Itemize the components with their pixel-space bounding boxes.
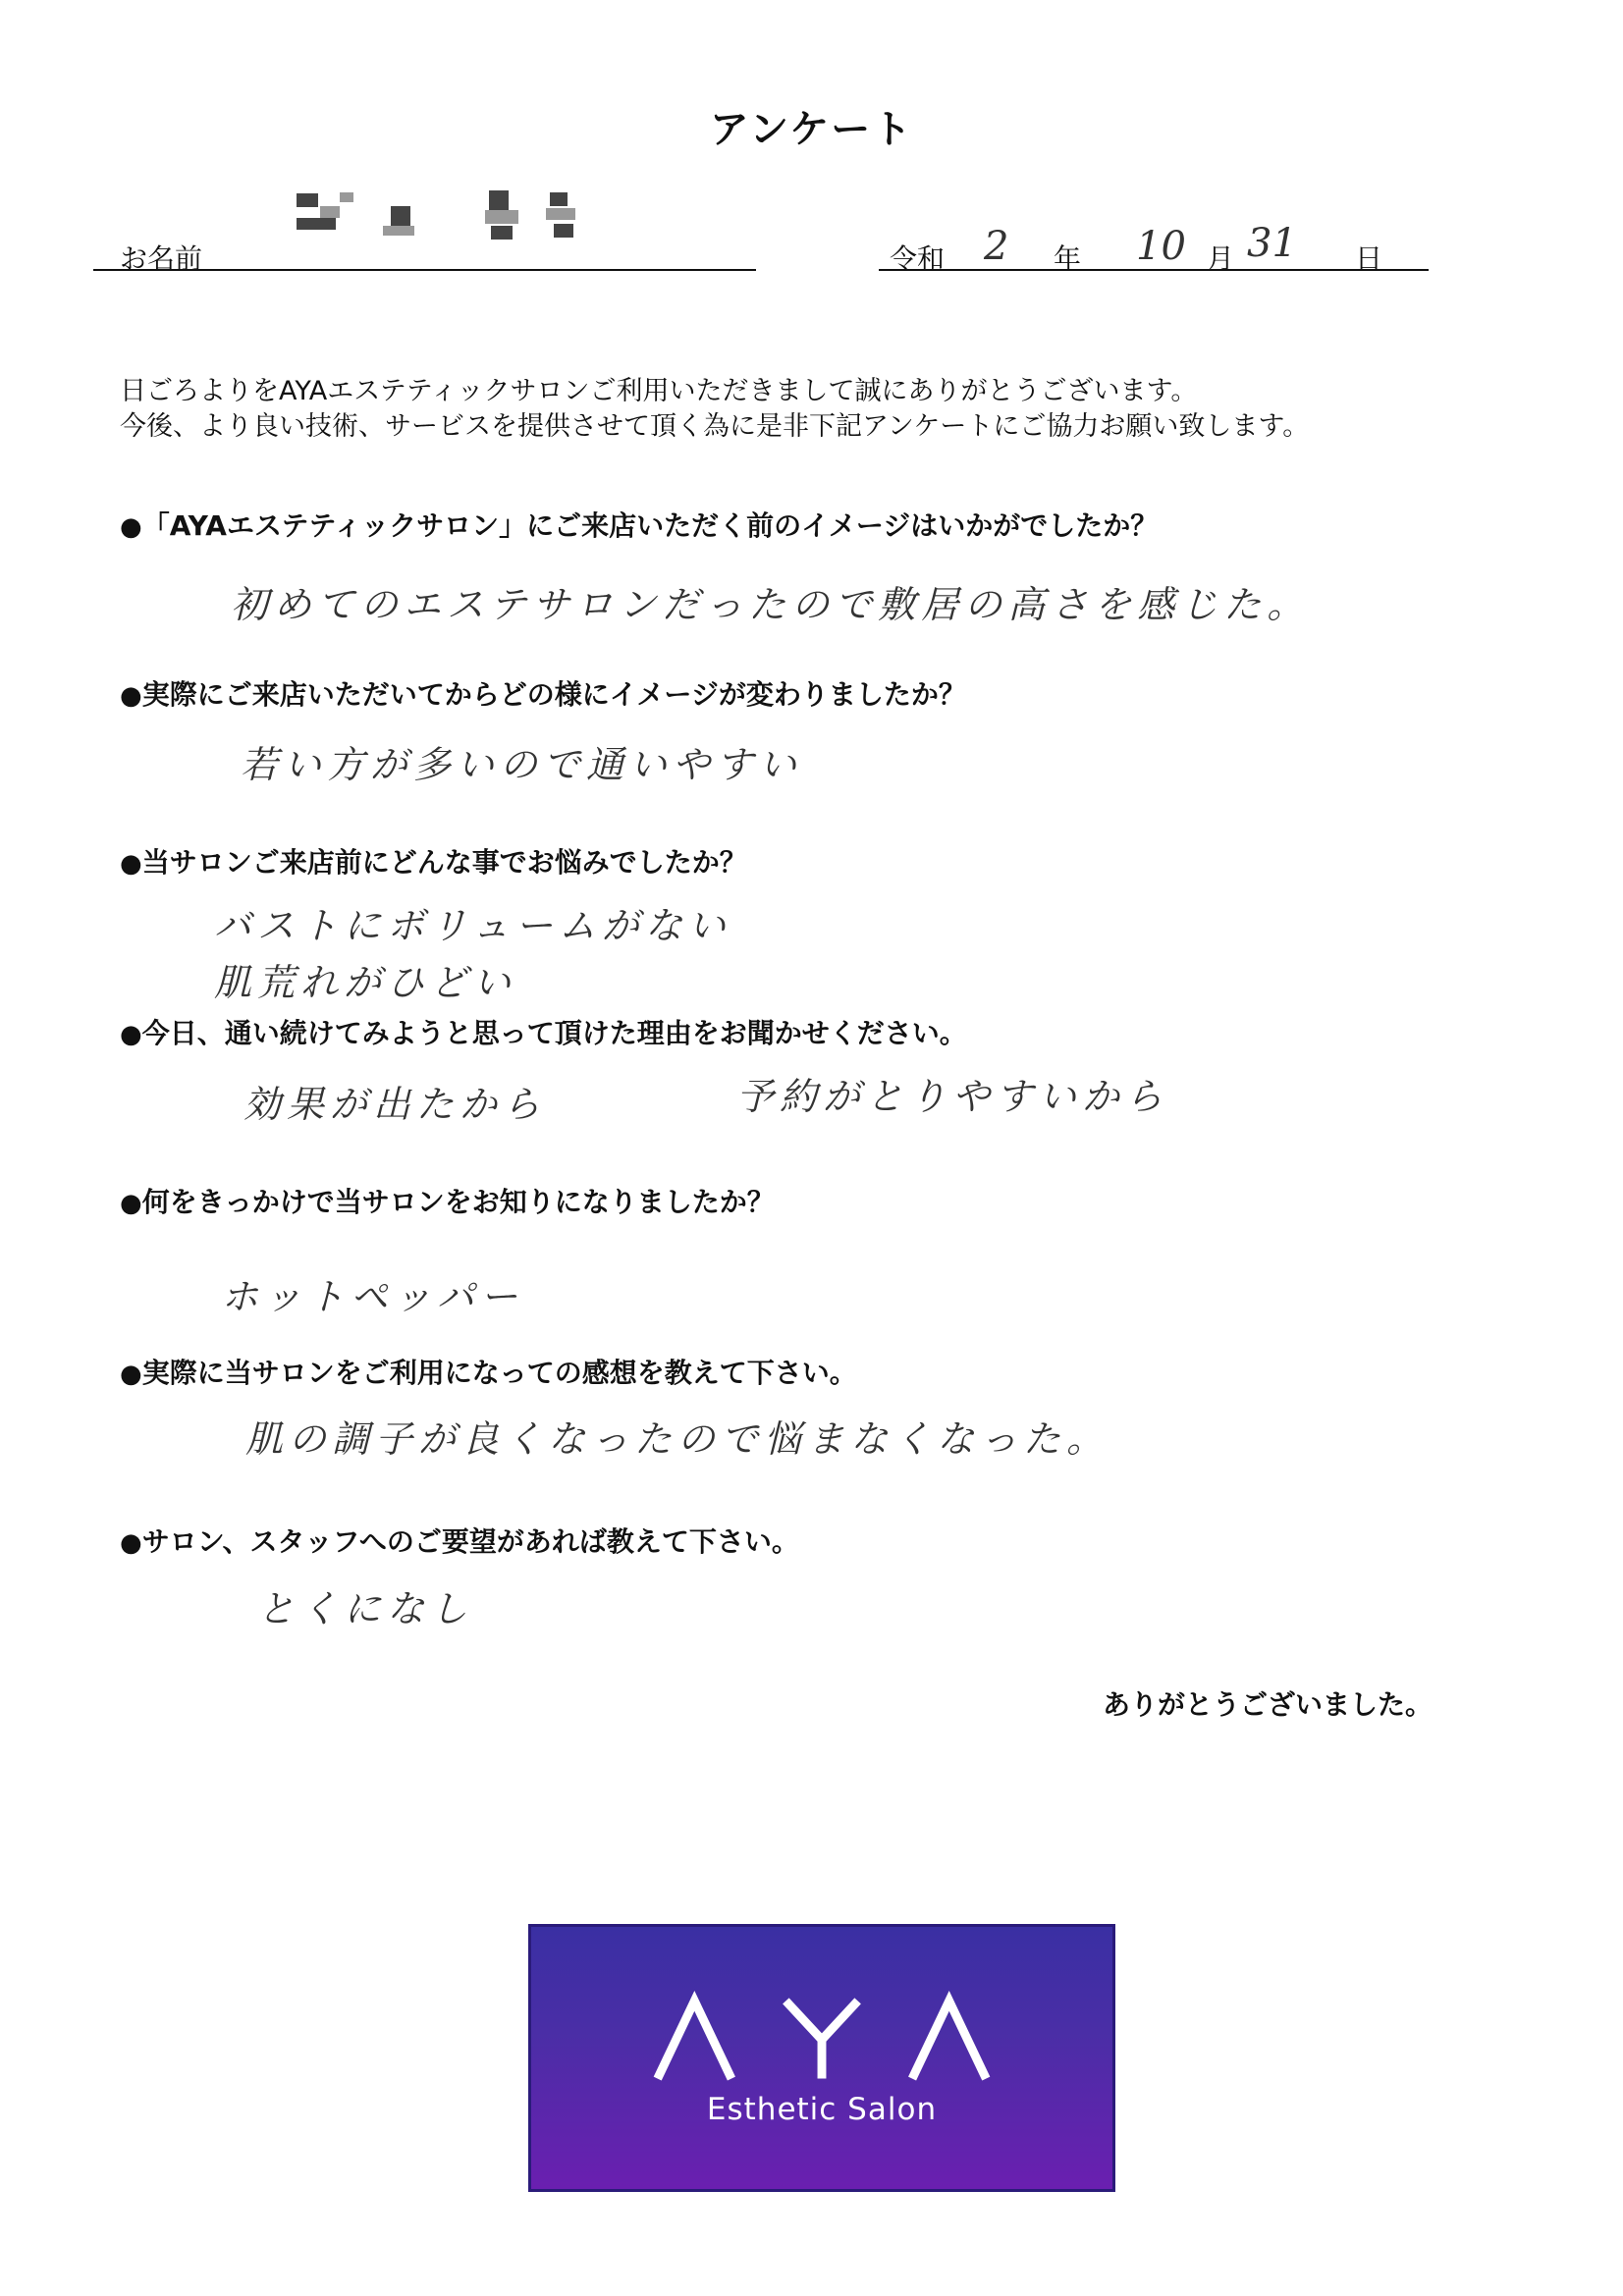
question-text: 今日、通い続けてみようと思って頂けた理由をお聞かせください。 — [141, 1017, 967, 1049]
question-4 — [120, 1012, 967, 1051]
question-5 — [120, 1181, 775, 1220]
question-text: 実際にご来店いただいてからどの様にイメージが変わりましたか？ — [141, 678, 966, 711]
question-text: 当サロンご来店前にどんな事でお悩みでしたか？ — [141, 846, 747, 879]
month-value: 10 — [1136, 224, 1186, 269]
bullet-icon: ● — [120, 1360, 142, 1389]
salon-logo — [528, 1924, 1115, 2192]
name-underline — [93, 269, 756, 271]
bullet-icon: ● — [120, 1020, 142, 1049]
answer-6: 肌の調子が良くなったので悩まなくなった。 — [245, 1417, 1110, 1461]
logo-letter-a-left — [658, 2001, 731, 2078]
question-text: 「AYAエステティックサロン」にご来店いただく前のイメージはいかがでしたか？ — [141, 509, 1159, 542]
bullet-icon: ● — [120, 512, 142, 542]
bullet-icon: ● — [120, 1528, 142, 1558]
aya-logo-mark — [531, 1986, 1112, 2084]
logo-letter-y-arms — [785, 2001, 857, 2040]
closing-text: ありがとうございました。 — [1103, 1688, 1434, 1721]
intro-line-1: 日ごろよりをAYAエステティックサロンご利用いただきまして誠にありがとうございます。 — [120, 376, 1198, 406]
bullet-icon: ● — [120, 1189, 142, 1218]
name-label: お名前 — [120, 242, 203, 275]
question-3 — [120, 841, 747, 881]
bullet-icon: ● — [120, 681, 142, 711]
question-text: 実際に当サロンをご利用になっての感想を教えて下さい。 — [141, 1357, 857, 1389]
date-underline — [879, 269, 1429, 271]
era-label: 令和 — [890, 242, 946, 275]
answer-3b: 肌荒れがひどい — [214, 961, 517, 1004]
intro-line-2: 今後、より良い技術、サービスを提供させて頂く為に是非下記アンケートにご協力お願い致します。 — [120, 411, 1310, 442]
question-text: 何をきっかけで当サロンをお知りになりましたか？ — [141, 1186, 775, 1218]
year-value: 2 — [984, 224, 1009, 269]
question-1 — [120, 505, 1158, 544]
answer-4b: 予約がとりやすいから — [736, 1075, 1169, 1118]
answer-2: 若い方が多いので通いやすい — [241, 743, 803, 786]
answer-7: とくになし — [257, 1587, 474, 1630]
question-6 — [120, 1352, 857, 1391]
bullet-icon: ● — [120, 849, 142, 879]
answer-1: 初めてのエステサロンだったので敷居の高さを感じた。 — [231, 583, 1311, 626]
answer-5: ホットペッパー — [221, 1275, 524, 1318]
question-text: サロン、スタッフへのご要望があれば教えて下さい。 — [141, 1525, 799, 1558]
day-label: 日 — [1355, 242, 1383, 275]
year-label: 年 — [1054, 242, 1082, 275]
logo-letter-a-right — [912, 2001, 986, 2078]
month-label: 月 — [1207, 242, 1235, 275]
logo-subtitle: Esthetic Salon — [706, 2092, 938, 2127]
question-7 — [120, 1521, 799, 1560]
answer-4a: 効果が出たから — [243, 1083, 547, 1126]
answer-3a: バストにボリュームがない — [214, 904, 731, 947]
day-value: 31 — [1247, 221, 1297, 266]
question-2 — [120, 673, 966, 713]
page-title: アンケート — [709, 107, 914, 152]
